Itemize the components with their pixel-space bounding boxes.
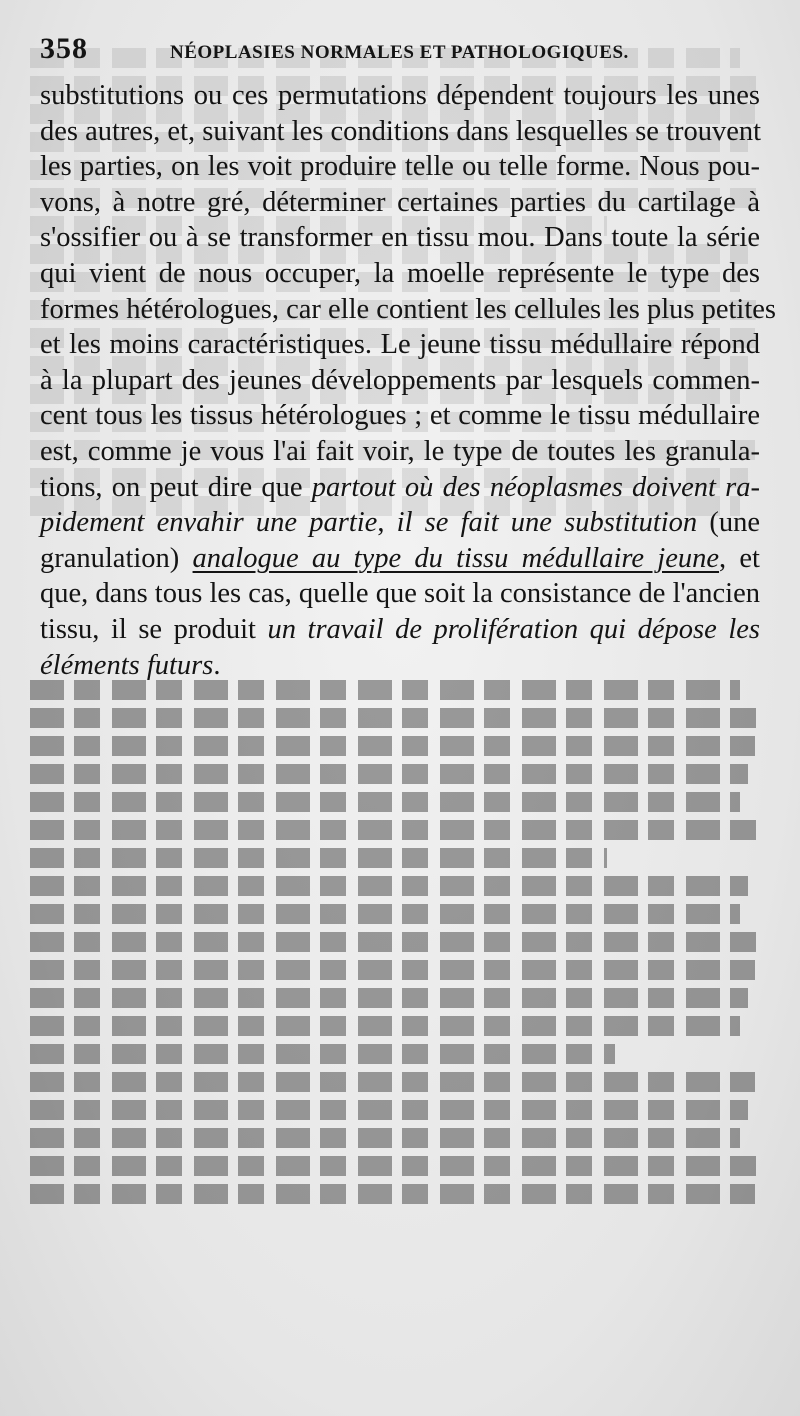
show-through-line xyxy=(30,792,740,812)
text-line xyxy=(40,470,760,506)
show-through-line xyxy=(30,1072,755,1092)
text-run: qui vient de nous occuper, la moelle représente le type des xyxy=(40,257,760,289)
running-head: NÉOPLASIES NORMALES ET PATHOLOGIQUES. xyxy=(170,42,629,63)
show-through-line xyxy=(30,848,607,868)
show-through-line xyxy=(30,876,748,896)
body-text xyxy=(40,78,777,683)
text-run: cent tous les tissus hétérologues ; et comme le tissu médullaire xyxy=(40,400,760,432)
italic-text: éléments futurs xyxy=(40,649,214,681)
text-run: (une xyxy=(697,507,761,539)
text-line xyxy=(40,185,760,221)
text-run: s'ossifier ou à se transformer en tissu mou. Dans toute la série xyxy=(40,222,760,254)
text-line xyxy=(40,78,760,114)
text-line xyxy=(40,327,760,363)
text-line xyxy=(40,149,760,185)
text-run: granulation) xyxy=(40,542,193,574)
italic-text: pidement envahir une partie xyxy=(40,507,378,539)
show-through-line xyxy=(30,904,740,924)
text-run: substitutions ou ces permutations dépendent toujours les unes xyxy=(40,80,760,111)
italic-text: il se fait une substitution xyxy=(396,507,698,539)
italic-text: un travail de prolifération qui dépose les xyxy=(267,613,760,645)
show-through-line xyxy=(30,1016,740,1036)
text-run: formes hétérologues, car elle contient les cellules les plus petites xyxy=(40,293,777,325)
text-run: des autres, et, suivant les conditions dans lesquelles se trouvent xyxy=(40,115,762,147)
show-through-text-lower xyxy=(30,672,770,1352)
show-through-line xyxy=(30,960,755,980)
show-through-line xyxy=(30,988,748,1008)
italic-text: analogue au type du tissu médullaire jeune xyxy=(192,542,720,574)
show-through-line xyxy=(30,932,763,952)
text-line xyxy=(40,576,760,612)
italic-text: partout où des néoplasmes doivent ra- xyxy=(311,471,760,503)
text-line xyxy=(40,256,760,292)
text-line xyxy=(40,292,777,328)
show-through-line xyxy=(30,1184,755,1204)
text-line xyxy=(40,434,760,470)
show-through-line xyxy=(30,1156,763,1176)
text-run: à la plupart des jeunes développements par lesquels commen- xyxy=(40,364,760,396)
show-through-line xyxy=(30,1100,748,1120)
text-line xyxy=(40,114,760,150)
text-run: est, comme je vous l'ai fait voir, le type de toutes les granula- xyxy=(40,435,760,467)
text-run: . xyxy=(213,649,221,681)
text-run: , et xyxy=(719,542,760,574)
show-through-line xyxy=(30,1128,740,1148)
text-run: et les moins caractéristiques. Le jeune tissu médullaire répond xyxy=(40,329,760,361)
text-line xyxy=(40,220,760,256)
show-through-line xyxy=(30,820,763,840)
text-run: vons, à notre gré, déterminer certaines parties du cartilage à xyxy=(40,186,760,218)
text-line xyxy=(40,363,760,399)
text-line xyxy=(40,612,760,648)
show-through-line xyxy=(30,736,755,756)
text-line xyxy=(40,505,760,541)
page-number: 358 xyxy=(40,32,88,65)
text-run: , xyxy=(377,507,397,539)
text-run: tions, on peut dire que xyxy=(40,471,312,503)
show-through-line xyxy=(30,708,763,728)
page-header xyxy=(40,28,780,68)
text-run: tissu, il se produit xyxy=(40,613,268,645)
text-line xyxy=(40,398,760,434)
show-through-line xyxy=(30,764,748,784)
show-through-line xyxy=(30,1044,615,1064)
text-line xyxy=(40,541,760,577)
text-line xyxy=(40,648,760,684)
text-run: les parties, on les voit produire telle ou telle forme. Nous pou- xyxy=(40,151,760,183)
text-run: que, dans tous les cas, quelle que soit la consistance de l'ancien xyxy=(40,578,760,610)
